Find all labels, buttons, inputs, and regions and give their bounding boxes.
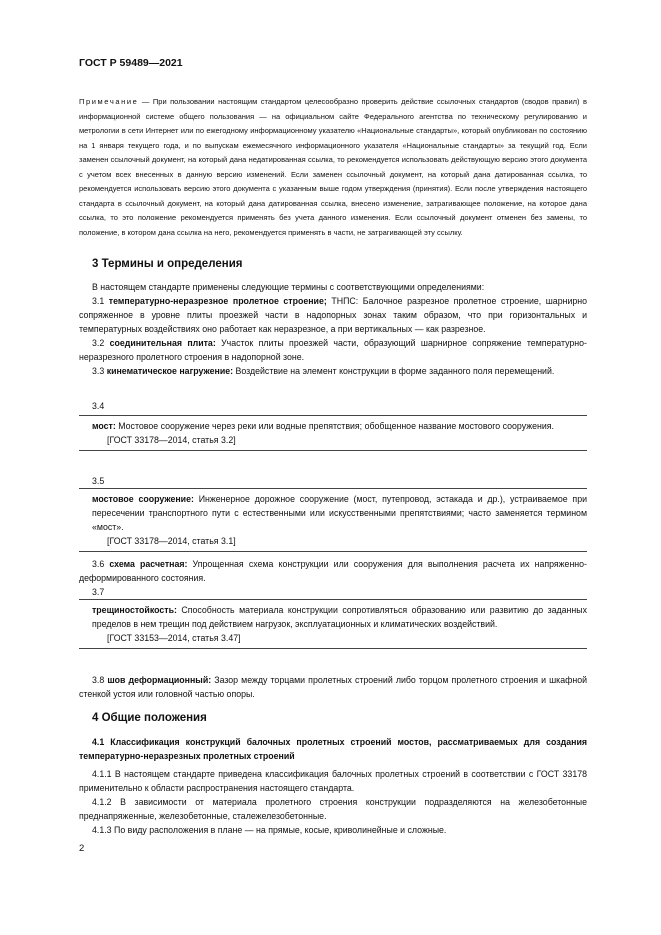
term-3-4-ref: [ГОСТ 33178—2014, статья 3.2]	[107, 435, 236, 445]
page-number: 2	[79, 843, 85, 854]
term-3-7-name: трещиностойкость:	[92, 605, 177, 615]
term-3-7-ref: [ГОСТ 33153—2014, статья 3.47]	[107, 633, 241, 643]
term-3-4-name: мост:	[92, 421, 116, 431]
note-label: Примечание	[79, 97, 139, 106]
term-3-5: мостовое сооружение: Инженерное дорожное сооружение (мост, путепровод, эстакада и др.), устраиваемое при пересечении транспортного пути с естественными или искусственными препятствиями; часто заменяется термином «мост».	[92, 494, 588, 532]
term-3-6-name: схема расчетная:	[109, 559, 188, 569]
note-text: — При пользовании настоящим стандартом целесообразно проверить действие ссылочных стандартов (сводов правил) в информационной системе общего пользования — на официальном сайте Федерального агентства по техническому регулированию и метрологии в сети Интернет или по ежегодному информационному указателю «Национальные стандарты», который опубликован по состоянию на 1 января текущего года, и по выпускам ежемесячного информационного указателя «Национальные стандарты» за текущий год. Если заменен ссылочный документ, на который дана недатированная ссылка, то рекомендуется использовать действующую версию этого документа с учетом всех внесенных в данную версию изменений. Если заменен ссылочный документ, на который дана датированная ссылка, то рекомендуется использовать версию этого документа с указанным выше годом утверждения (принятия). Если после утверждения настоящего стандарта в ссылочный документ, на который дана датированная ссылка, внесено изменение, затрагивающее положение, на которое дана ссылка, то это положение рекомендуется применять без учета данного изменения. Если ссылочный документ отменен без замены, то положение, в котором дана ссылка на него, рекомендуется применять в части, не затрагивающей эту ссылку.	[79, 97, 587, 237]
section-3-heading: 3 Термины и определения	[92, 258, 243, 270]
term-3-4-number: 3.4	[92, 401, 105, 411]
term-3-5-name: мостовое сооружение:	[92, 494, 194, 504]
term-3-6: 3.6 схема расчетная: Упрощенная схема конструкции или сооружения для выполнения расчета их напряженно-деформированного состояния.	[79, 559, 587, 583]
term-3-4: мост: Мостовое сооружение через реки или водные препятствия; обобщенное название мостового сооружения.	[92, 421, 554, 431]
term-3-4-box	[79, 415, 587, 451]
subsection-4-1-heading: 4.1 Классификация конструкций балочных пролетных строений мостов, рассматриваемых для создания температурно-неразрезных пролетных строений	[79, 737, 587, 761]
term-3-1-name: температурно-неразрезное пролетное строение;	[108, 296, 327, 306]
term-3-2-name: соединительная плита:	[109, 338, 216, 348]
para-4-1-2: 4.1.2 В зависимости от материала пролетного строения конструкции подразделяются на железобетонные преднапряженные, железобетонные, сталежелезобетонные.	[79, 797, 587, 821]
term-3-3: 3.3 кинематическое нагружение: Воздействие на элемент конструкции в форме заданного поля перемещений.	[92, 366, 555, 376]
section-4-heading: 4 Общие положения	[92, 712, 207, 724]
term-3-8-name: шов деформационный:	[107, 675, 212, 685]
section-4-block	[79, 735, 587, 837]
term-3-8-block	[79, 673, 587, 701]
term-3-7: трещиностойкость: Способность материала конструкции сопротивляться образованию или развитию до заданных пределов в нем трещин под действием нагрузок, эксплуатационных и климатических воздействий.	[92, 605, 587, 629]
term-3-2: 3.2 соединительная плита: Участок плиты проезжей части, образующий шарнирное сопряжение температурно-неразрезного пролетного строения в надопорной зоне.	[79, 338, 587, 362]
para-4-1-1: 4.1.1 В настоящем стандарте приведена классификация балочных пролетных строений в соответствии с ГОСТ 33178 применительно к области распространения настоящего стандарта.	[79, 769, 587, 793]
term-3-7-number: 3.7	[92, 587, 105, 597]
term-3-1: 3.1 температурно-неразрезное пролетное строение; ТНПС: Балочное разрезное пролетное строение, шарнирно сопряженное в уровне плиты проезжей части в надопорных зонах таким образом, что при горизонтальных и температурных воздействиях оно работает как неразрезное, а при вертикальных — как разрезное.	[79, 296, 588, 334]
note-paragraph	[79, 95, 587, 240]
term-3-6-block	[79, 557, 587, 585]
term-3-5-ref: [ГОСТ 33178—2014, статья 3.1]	[107, 536, 236, 546]
term-3-7-box	[79, 599, 587, 649]
term-3-8: 3.8 шов деформационный: Зазор между торцами пролетных строений либо торцом пролетного строения и шкафной стенкой устоя или головной частью опоры.	[79, 675, 588, 699]
term-3-5-number: 3.5	[92, 476, 105, 486]
document-header: ГОСТ Р 59489—2021	[79, 57, 183, 69]
para-4-1-3: 4.1.3 По виду расположения в плане — на прямые, косые, криволинейные и сложные.	[92, 825, 447, 835]
term-3-3-name: кинематическое нагружение:	[106, 366, 234, 376]
section-3-intro: В настоящем стандарте применены следующие термины с соответствующими определениями:	[92, 282, 485, 292]
term-3-5-box	[79, 488, 587, 552]
terms-block-1	[79, 280, 587, 378]
